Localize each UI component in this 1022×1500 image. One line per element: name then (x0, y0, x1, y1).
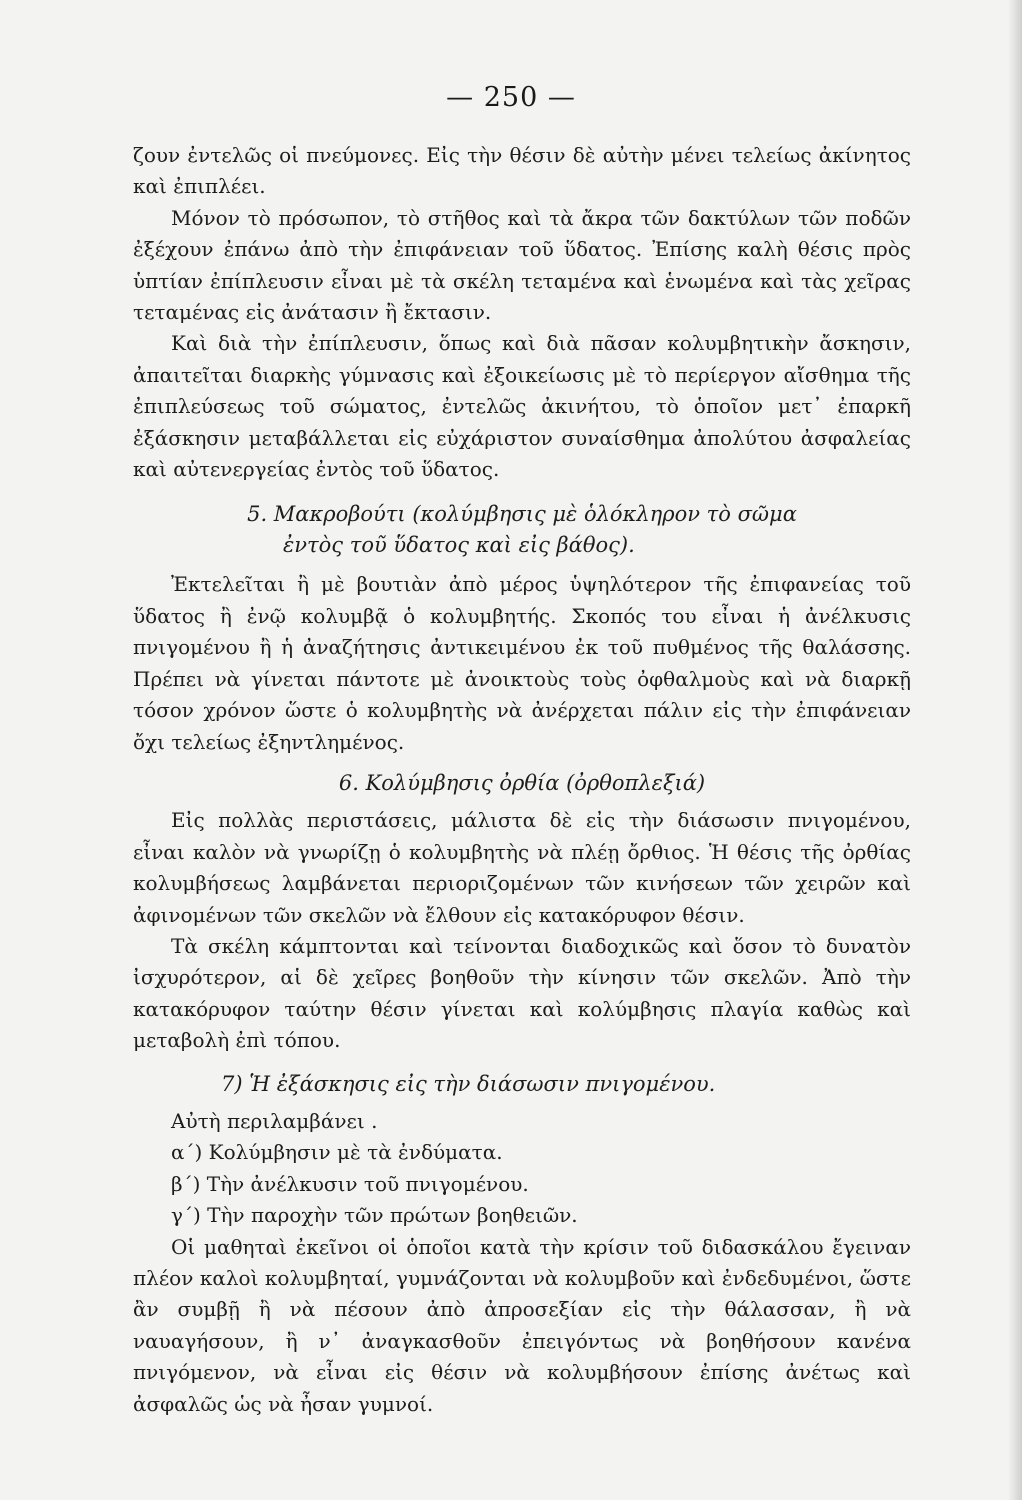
paragraph-face-position: Μόνον τὸ πρόσωπον, τὸ στῆθος καὶ τὰ ἄκρα τῶν δακτύλων τῶν ποδῶν ἐξέχουν ἐπάνω ἀπὸ τὴν ἐπιφάνειαν τοῦ ὕδατος. Ἐπίσης καλὴ θέσις πρὸς ὑπτίαν ἐπίπλευσιν εἶναι μὲ τὰ σκέλη τεταμένα καὶ ἑνωμένα καὶ τὰς χεῖρας τεταμένας εἰς ἀνάτασιν ἢ ἔκτασιν. (133, 205, 911, 325)
section-heading-5-line1: 5. Μακροβούτι (κολύμβησις μὲ ὁλόκληρον τὸ σῶμα (247, 502, 797, 527)
section-heading-7: 7) Ἡ ἐξάσκησις εἰς τὴν διάσωσιν πνιγομένου. (221, 1071, 716, 1096)
list-item: β΄) Τὴν ἀνέλκυσιν τοῦ πνιγομένου. (171, 1171, 529, 1196)
list-item: α΄) Κολύμβησιν μὲ τὰ ἐνδύματα. (171, 1140, 503, 1165)
section-heading-5 (133, 499, 911, 561)
page-number: — 250 — (446, 82, 576, 113)
paragraph-continuation: ζουν ἐντελῶς οἱ πνεύμονες. Εἰς τὴν θέσιν δὲ αὐτὴν μένει τελείως ἀκίνητος καὶ ἐπιπλέει. (133, 143, 911, 199)
section-heading-6: 6. Κολύμβησις ὀρθία (ὀρθοπλεξιά) (338, 770, 706, 795)
paragraph-deep-dive: Ἐκτελεῖται ἢ μὲ βουτιὰν ἀπὸ μέρος ὑψηλότερον τῆς ἐπιφανείας τοῦ ὕδατος ἢ ἐνῷ κολυμβᾷ ὁ κολυμβητής. Σκοπός του εἶναι ἡ ἀνέλκυσις πνιγομένου ἢ ἡ ἀναζήτησις ἀντικειμένου ἐκ τοῦ πυθμένος τῆς θαλάσσης. Πρέπει νὰ γίνεται πάντοτε μὲ ἀνοικτοὺς τοὺς ὀφθαλμοὺς καὶ νὰ διαρκῇ τόσον χρόνον ὥστε ὁ κολυμβητὴς νὰ ἀνέρχεται πάλιν εἰς τὴν ἐπιφάνειαν ὄχι τελείως ἐξηντλημένος. (133, 572, 911, 754)
paragraph-upright-swimming: Εἰς πολλὰς περιστάσεις, μάλιστα δὲ εἰς τὴν διάσωσιν πνιγομένου, εἶναι καλὸν νὰ γνωρίζῃ ὁ κολυμβητὴς νὰ πλέῃ ὄρθιος. Ἡ θέσις τῆς ὀρθίας κολυμβήσεως λαμβάνεται περιοριζομένων τῶν κινήσεων τῶν χειρῶν καὶ ἀφινομένων τῶν σκελῶν νὰ ἔλθουν εἰς κατακόρυφον θέσιν. (133, 808, 911, 927)
list-item: γ΄) Τὴν παροχὴν τῶν πρώτων βοηθειῶν. (171, 1203, 578, 1228)
paragraph-leg-movement: Τὰ σκέλη κάμπτονται καὶ τείνονται διαδοχικῶς καὶ ὅσον τὸ δυνατὸν ἰσχυρότερον, αἱ δὲ χεῖρες βοηθοῦν τὴν κίνησιν τῶν σκελῶν. Ἀπὸ τὴν κατακόρυφον ταύτην θέσιν γίνεται καὶ κολύμβησις πλαγία καθὼς καὶ μεταβολὴ ἐπὶ τόπου. (133, 933, 911, 1053)
paragraph-clothed-swimming: Οἱ μαθηταὶ ἐκεῖνοι οἱ ὁποῖοι κατὰ τὴν κρίσιν τοῦ διδασκάλου ἔγειναν πλέον καλοὶ κολυμβηταί, γυμνάζονται νὰ κολυμβοῦν καὶ ἐνδεδυμένοι, ὥστε ἂν συμβῇ ἢ νὰ πέσουν ἀπὸ ἀπροσεξίαν εἰς τὴν θάλασσαν, ἢ νὰ ναυαγήσουν, ἢ ν᾽ ἀναγκασθοῦν ἐπειγόντως νὰ βοηθήσουν κανένα πνιγόμενον, νὰ εἶναι εἰς θέσιν νὰ κολυμβήσουν ἐπίσης ἀνέτως καὶ ἀσφαλῶς ὡς νὰ ἦσαν γυμνοί. (133, 1234, 911, 1416)
page-body (133, 140, 911, 1420)
list-intro: Αὐτὴ περιλαμβάνει . (171, 1108, 378, 1133)
paragraph-floating-practice: Καὶ διὰ τὴν ἐπίπλευσιν, ὅπως καὶ διὰ πᾶσαν κολυμβητικὴν ἄσκησιν, ἀπαιτεῖται διαρκὴς γύμνασις καὶ ἐξοικείωσις μὲ τὸ περίεργον αἴσθημα τῆς ἐπιπλεύσεως τοῦ σώματος, ἐντελῶς ἀκινήτου, τὸ ὁποῖον μετ᾽ ἐπαρκῆ ἐξάσκησιν μεταβάλλεται εἰς εὐχάριστον συναίσθημα ἀπολύτου ἀσφαλείας καὶ αὐτενεργείας ἐντὸς τοῦ ὕδατος. (133, 331, 911, 482)
section-heading-5-line2: ἐντὸς τοῦ ὕδατος καὶ εἰς βάθος). (283, 533, 635, 558)
